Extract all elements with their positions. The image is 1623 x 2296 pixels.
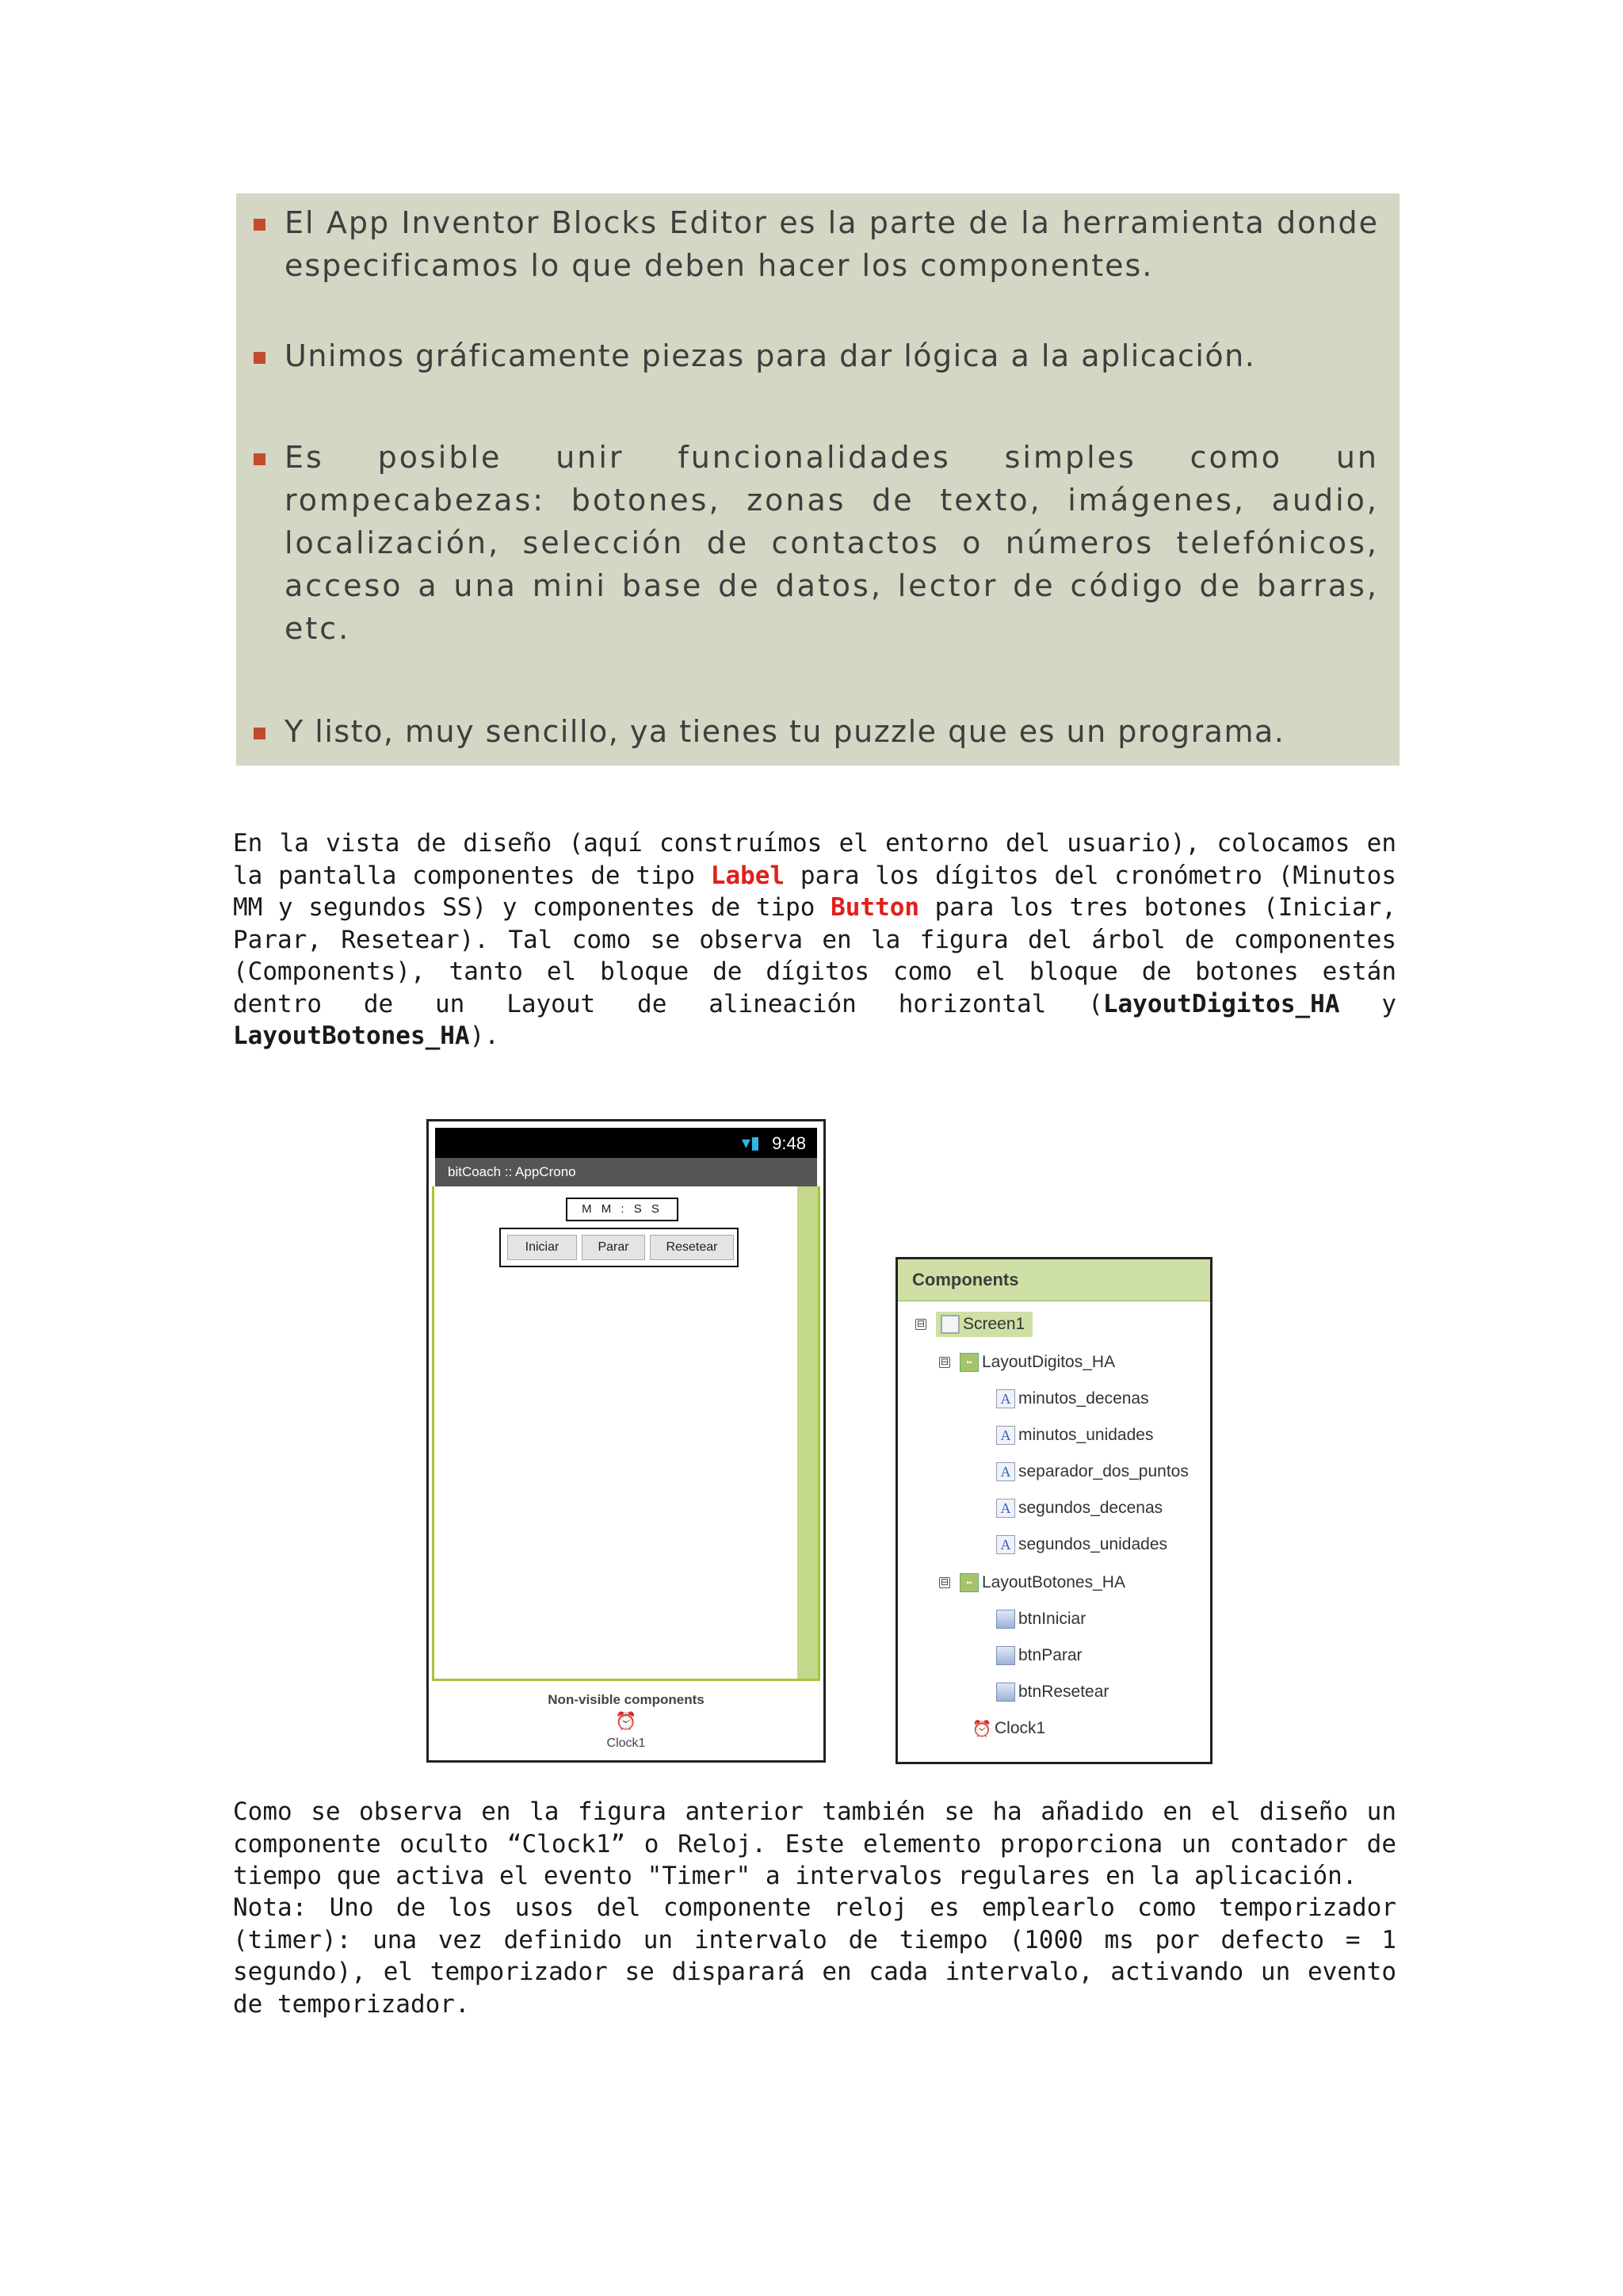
label-icon: A bbox=[996, 1535, 1015, 1554]
label-icon: A bbox=[996, 1462, 1015, 1481]
tree-node-label[interactable] bbox=[996, 1492, 1163, 1524]
tree-node-label[interactable] bbox=[996, 1383, 1149, 1415]
bullet-item bbox=[254, 710, 1379, 753]
tree-node-label[interactable] bbox=[996, 1529, 1167, 1561]
bullet-square-icon bbox=[254, 453, 265, 465]
tree-label: LayoutDigitos_HA bbox=[982, 1353, 1116, 1371]
parar-button[interactable]: Parar bbox=[582, 1235, 645, 1260]
label-icon: A bbox=[996, 1389, 1015, 1408]
status-bar bbox=[435, 1128, 817, 1158]
keyword-layout-botones: LayoutBotones_HA bbox=[233, 1022, 470, 1050]
tree-node-layout-botones[interactable] bbox=[939, 1567, 1125, 1599]
phone-screen bbox=[432, 1186, 820, 1681]
tree-label: LayoutBotones_HA bbox=[982, 1573, 1125, 1591]
tree-node-button[interactable] bbox=[996, 1676, 1109, 1708]
tree-node-label[interactable] bbox=[996, 1456, 1189, 1488]
button-icon bbox=[996, 1683, 1015, 1702]
non-visible-components-label: Non-visible components bbox=[548, 1692, 705, 1707]
iniciar-button[interactable]: Iniciar bbox=[507, 1235, 577, 1260]
bullet-square-icon bbox=[254, 219, 265, 231]
paragraph-text: y bbox=[1339, 989, 1397, 1018]
components-header: Components bbox=[898, 1259, 1210, 1301]
tree-node-layout-digitos[interactable] bbox=[939, 1347, 1115, 1378]
bullet-item bbox=[254, 436, 1379, 650]
keyword-button: Button bbox=[831, 893, 920, 922]
bullet-item bbox=[254, 201, 1379, 287]
collapse-toggle-icon[interactable]: ⊟ bbox=[940, 1356, 949, 1367]
tree-label: minutos_decenas bbox=[1018, 1389, 1149, 1408]
bullet-square-icon bbox=[254, 352, 265, 364]
tree-label: separador_dos_puntos bbox=[1018, 1462, 1189, 1480]
tree-node-clock[interactable] bbox=[972, 1713, 1045, 1744]
collapse-toggle-icon[interactable]: ⊟ bbox=[916, 1318, 926, 1329]
label-icon: A bbox=[996, 1499, 1015, 1518]
paragraph-text: para los dígitos del cronómetro (Minutos MM y segundos SS) y componentes de tipo bbox=[233, 861, 1396, 922]
tree-label: segundos_decenas bbox=[1018, 1499, 1163, 1517]
bullet-text: Y listo, muy sencillo, ya tienes tu puzzle que es un programa. bbox=[285, 714, 1285, 749]
tree-label: Screen1 bbox=[963, 1315, 1025, 1333]
resetear-button[interactable]: Resetear bbox=[650, 1235, 734, 1260]
bullet-item bbox=[254, 334, 1379, 377]
alarm-clock-icon[interactable]: ⏰ bbox=[615, 1711, 637, 1731]
signal-battery-icon: ▾▮ bbox=[741, 1133, 760, 1152]
paragraph-design-view bbox=[233, 827, 1396, 1052]
keyword-label: Label bbox=[710, 861, 785, 890]
tree-node-button[interactable] bbox=[996, 1603, 1086, 1635]
paragraph-text: ). bbox=[469, 1022, 499, 1050]
label-icon: A bbox=[996, 1426, 1015, 1445]
tree-label: btnResetear bbox=[1018, 1683, 1109, 1701]
tree-label: btnParar bbox=[1018, 1646, 1083, 1664]
bullet-text: Unimos gráficamente piezas para dar lógica a la aplicación. bbox=[285, 338, 1256, 373]
keyword-layout-digitos: LayoutDigitos_HA bbox=[1102, 989, 1340, 1018]
digits-layout[interactable]: M M : S S bbox=[566, 1198, 678, 1221]
phone-preview bbox=[426, 1119, 826, 1763]
tree-node-screen[interactable] bbox=[915, 1308, 1033, 1340]
tree-node-button[interactable] bbox=[996, 1640, 1083, 1671]
bullet-square-icon bbox=[254, 728, 265, 739]
horizontal-layout-icon: ▪▪ bbox=[960, 1353, 979, 1372]
bullet-text: Es posible unir funcionalidades simples como un rompecabezas: botones, zonas de texto, imágenes, audio, localización, selección de contactos o números telefónicos, acceso a una mini base de datos, lector de código de barras, etc. bbox=[285, 440, 1379, 646]
paragraph-clock: Como se observa en la figura anterior también se ha añadido en el diseño un componente oculto “Clock1” o Reloj. Este elemento proporciona un contador de tiempo que activa el evento "Timer" a intervalos regulares en la aplicación. bbox=[233, 1797, 1396, 1890]
tree-label: minutos_unidades bbox=[1018, 1426, 1154, 1444]
horizontal-layout-icon: ▪▪ bbox=[960, 1573, 979, 1592]
collapse-toggle-icon[interactable]: ⊟ bbox=[940, 1576, 949, 1587]
phone-scrollbar[interactable] bbox=[797, 1186, 818, 1679]
tree-node-label[interactable] bbox=[996, 1419, 1153, 1451]
paragraph-note: Nota: Uno de los usos del componente reloj es emplearlo como temporizador (timer): una vez definido un intervalo de tiempo (1000 ms por defecto = 1 segundo), el temporizador se disparará en cada intervalo, activando un evento de temporizador. bbox=[233, 1893, 1396, 2019]
buttons-layout bbox=[499, 1228, 739, 1267]
bullet-text: El App Inventor Blocks Editor es la parte de la herramienta donde especificamos lo que deben hacer los componentes. bbox=[285, 205, 1379, 283]
status-time: 9:48 bbox=[772, 1133, 806, 1153]
components-panel bbox=[896, 1257, 1212, 1764]
screen-icon bbox=[941, 1315, 960, 1334]
tree-label: segundos_unidades bbox=[1018, 1535, 1167, 1553]
tree-label: btnIniciar bbox=[1018, 1610, 1086, 1628]
app-title-bar: bitCoach :: AppCrono bbox=[435, 1158, 817, 1186]
tree-label: Clock1 bbox=[995, 1719, 1046, 1737]
button-icon bbox=[996, 1646, 1015, 1665]
paragraph-text: para los tres botones (Iniciar, Parar, Resetear). Tal como se observa en la figura del árbol de componentes (Components), tanto el bloque de dígitos como el bloque de botones están dentro de un Layout de alineación horizontal ( bbox=[233, 893, 1397, 1018]
clock-name[interactable]: Clock1 bbox=[606, 1736, 646, 1750]
button-icon bbox=[996, 1610, 1015, 1629]
paragraph-text: En la vista de diseño (aquí construímos el entorno del usuario), colocamos en la pantalla componentes de tipo bbox=[233, 829, 1396, 890]
bullet-box bbox=[236, 193, 1400, 766]
alarm-clock-icon: ⏰ bbox=[972, 1720, 992, 1738]
